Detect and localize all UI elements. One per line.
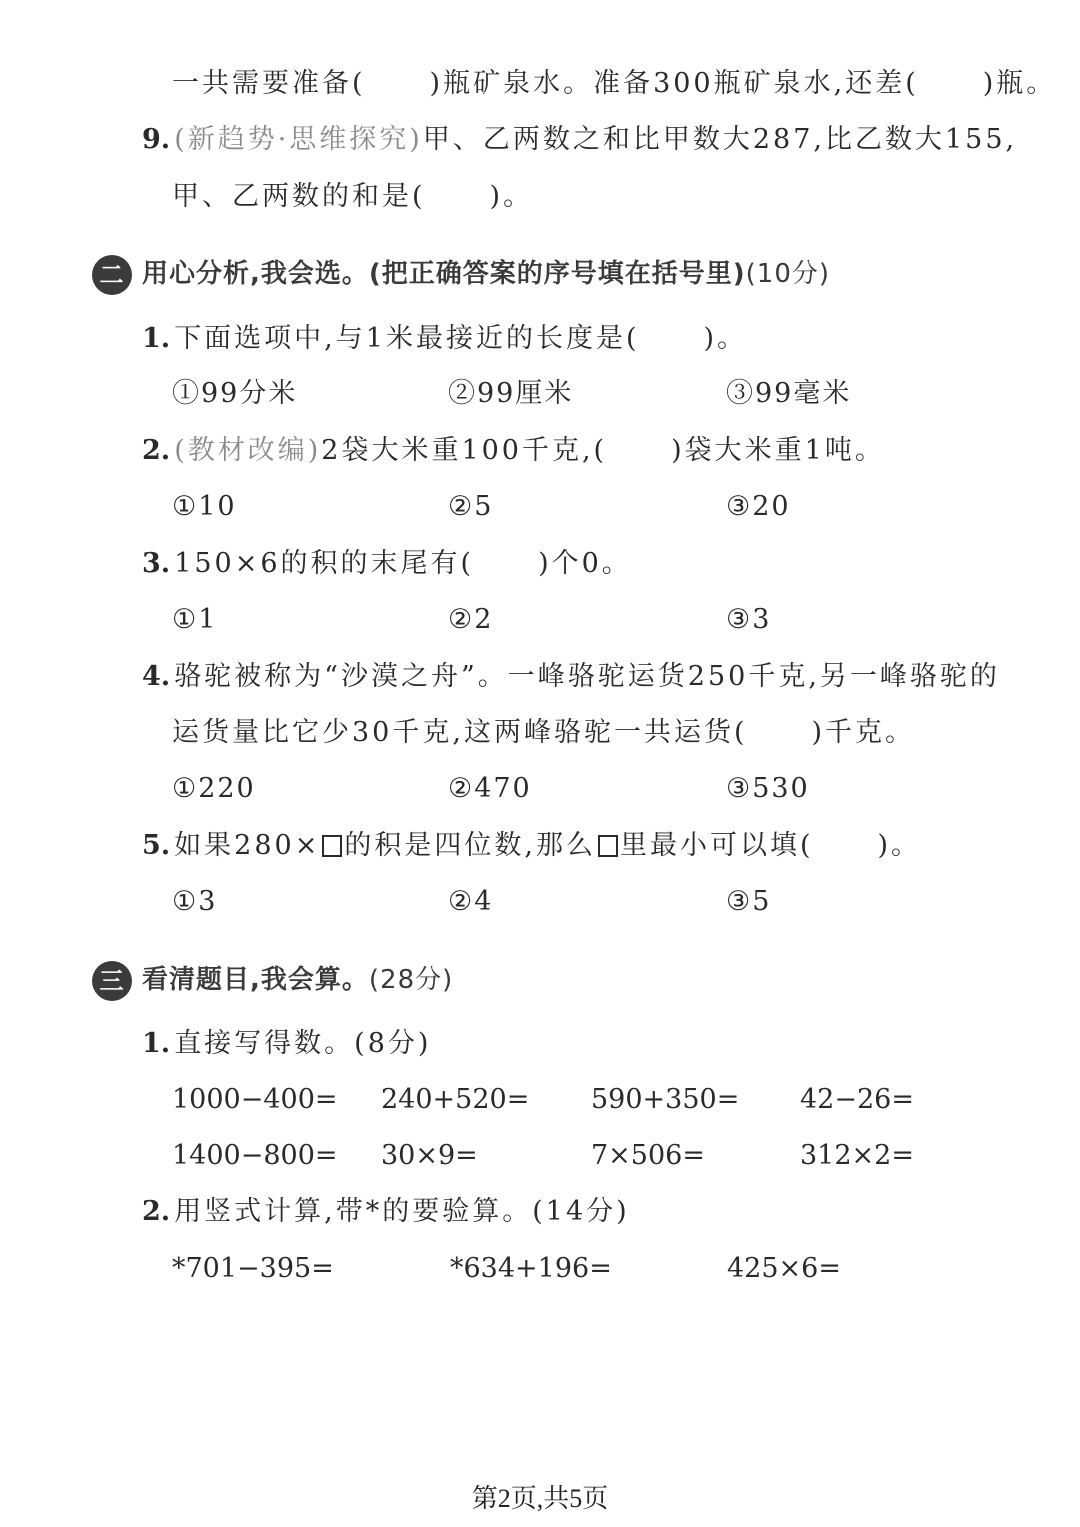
q8-text-c: )瓶。 [982,68,1057,99]
s2-question-4 [142,659,1000,695]
section-badge: 三 [92,961,132,1001]
s3-question-2 [142,1194,630,1230]
question-9 [142,122,1017,158]
s2-question-2 [142,433,885,469]
s2-question-4-line2 [172,715,915,751]
section-title: 用心分析,我会选。(把正确答案的序号填在括号里) [142,259,746,289]
calc-item[interactable]: 7×506= [591,1140,705,1171]
calc-item[interactable]: 425×6= [727,1253,841,1284]
calc-item[interactable]: 240+520= [381,1084,530,1115]
question-tag: (新趋势·思维探究) [174,124,423,155]
option-3[interactable]: ③5 [726,886,772,917]
question-text: 直接写得数。(8分) [174,1028,432,1059]
option-2[interactable]: ②5 [448,491,494,522]
question-text: )千克。 [811,717,916,748]
question-text: 里最小可以填( [619,830,814,861]
question-text: )袋大米重1吨。 [671,435,885,466]
question-text: )。 [703,323,748,354]
question-tag: (教材改编) [174,435,322,466]
question-text: 2袋大米重100千克,( [321,435,608,466]
calc-item[interactable]: 30×9= [381,1140,478,1171]
calc-item[interactable]: 590+350= [591,1084,740,1115]
question-text: )。 [489,181,534,212]
option-1[interactable]: ①99分米 [172,378,298,409]
question-text: )。 [877,830,922,861]
option-1[interactable]: ①10 [172,491,237,522]
section-title: 看清题目,我会算。 [142,965,369,995]
section-3-header [92,958,453,1002]
section-badge: 二 [92,255,132,295]
question-9-line2 [172,179,533,215]
calc-item[interactable]: *701−395= [172,1253,334,1284]
question-number: 4. [142,661,171,692]
question-number: 1. [142,1028,171,1059]
question-text: 甲、乙两数之和比甲数大287,比乙数大155, [422,124,1018,155]
question-number: 2. [142,435,171,466]
calc-item[interactable]: 42−26= [800,1084,914,1115]
section-2-header [92,252,830,296]
question-text: 如果280× [174,830,321,861]
calc-item[interactable]: 1400−800= [172,1140,338,1171]
option-3[interactable]: ③20 [726,491,791,522]
question-text: 甲、乙两数的和是( [172,181,426,212]
question-text: 下面选项中,与1米最接近的长度是( [174,323,640,354]
s2-question-5 [142,828,921,864]
option-3[interactable]: ③3 [726,604,772,635]
option-1[interactable]: ①1 [172,604,218,635]
question-text: 150×6的积的末尾有( [174,548,475,579]
square-blank-icon [598,835,618,857]
option-2[interactable]: ②470 [448,773,532,804]
calc-item[interactable]: 1000−400= [172,1084,338,1115]
s2-question-3 [142,546,632,582]
section-score: (28分) [368,965,454,995]
s3-question-1 [142,1026,431,1062]
square-blank-icon [322,835,342,857]
option-1[interactable]: ①220 [172,773,256,804]
question-text: 运货量比它少30千克,这两峰骆驼一共运货( [172,717,748,748]
question-text: 的积是四位数,那么 [344,830,596,861]
q8-continuation-line [172,66,1056,102]
question-number: 1. [142,323,171,354]
q8-text-b: )瓶矿泉水。准备300瓶矿泉水,还差( [429,68,919,99]
option-2[interactable]: ②4 [448,886,494,917]
s2-question-1 [142,321,747,357]
question-text: )个0。 [538,548,632,579]
option-2[interactable]: ②99厘米 [448,378,574,409]
question-number: 2. [142,1196,171,1227]
page-footer: 第2页,共5页 [471,1484,609,1513]
q8-text-a: 一共需要准备( [172,68,366,99]
question-number: 5. [142,830,171,861]
question-number: 9. [142,124,171,155]
question-text: 骆驼被称为“沙漠之舟”。一峰骆驼运货250千克,另一峰骆驼的 [174,661,1000,692]
calc-item[interactable]: *634+196= [450,1253,612,1284]
question-text: 用竖式计算,带*的要验算。(14分) [174,1196,630,1227]
option-3[interactable]: ③99毫米 [726,378,852,409]
question-number: 3. [142,548,171,579]
option-1[interactable]: ①3 [172,886,218,917]
section-score: (10分) [745,259,831,289]
option-2[interactable]: ②2 [448,604,494,635]
option-3[interactable]: ③530 [726,773,810,804]
calc-item[interactable]: 312×2= [800,1140,914,1171]
